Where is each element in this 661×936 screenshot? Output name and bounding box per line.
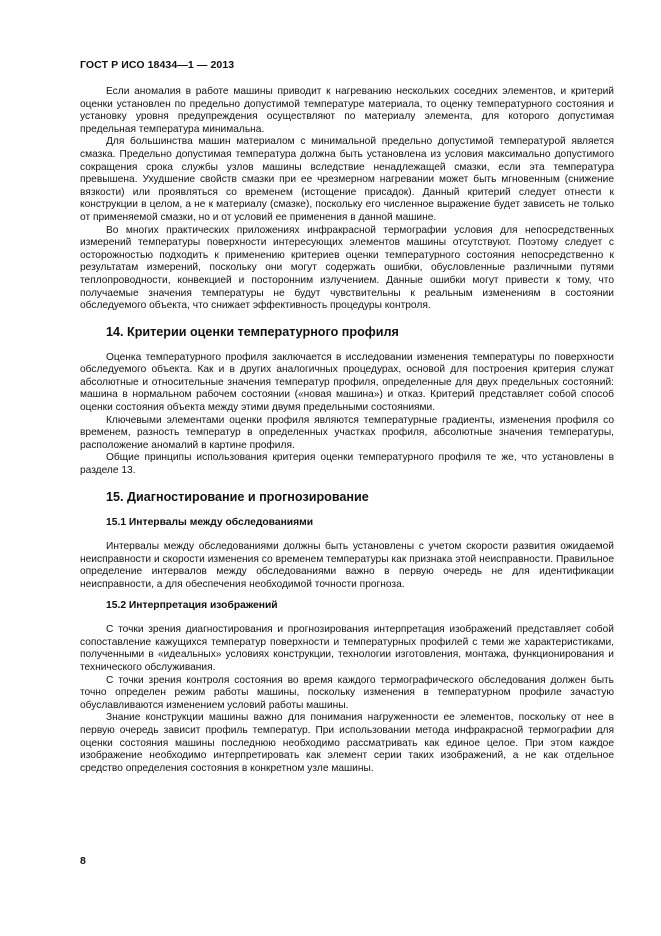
subsection-heading: 15.1 Интервалы между обследованиями bbox=[106, 516, 314, 528]
subsection-heading: 15.2 Интерпретация изображений bbox=[106, 599, 278, 611]
subsection-15-1 bbox=[80, 517, 614, 592]
paragraph: Интервалы между обследованиями должны быть установлены с учетом скорости развития ожидаемой неисправности и скорости изменения со временем температуры как признака этой неисправности. Правильное определение интервалов между обследованиями важно в первую очередь не для идентификации неисправности, а для обеспечения необходимой точности прогноза. bbox=[80, 541, 614, 590]
paragraph: Для большинства машин материалом с минимальной предельно допустимой температурой является смазка. Предельно допустимая температура должна быть установлена из условия максимально допустимого сокращения срока службы узлов машины вследствие ненадлежащей смазки, если эта температура превышена. Ухудшение свойств смазки при ее чрезмерном нагревании может быть мгновенным (снижение вязкости) или проявляться со временем (истощение присадок). Данный критерий следует отнести к конструкции в целом, а не к материалу (смазке), поскольку его численное выражение будет зависеть не только от применяемой смазки, но и от условий ее применения в данной машине. bbox=[80, 136, 614, 223]
subsection-15-2 bbox=[80, 600, 614, 776]
section-14 bbox=[80, 325, 614, 478]
intro-block bbox=[80, 86, 614, 313]
paragraph: Если аномалия в работе машины приводит к нагреванию нескольких соседних элементов, и критерий оценки установлен по предельно допустимой температуре материала, то оценку температурного состояния и установку уровня предупреждения осуществляют по материалу элемента, для которого допустимая предельная температура минимальна. bbox=[80, 86, 614, 135]
paragraph: Оценка температурного профиля заключается в исследовании изменения температуры по поверхности обследуемого объекта. Как и в других аналогичных процедурах, основой для построения критерия служат абсолютные и относительные значения температур профиля, определенные для двух предельных состояний: машина в нормальном рабочем состоянии («новая машина») и отказ. Критерий представляет собой способ оценки состояния объекта между этими двумя предельными состояниями. bbox=[80, 351, 614, 414]
paragraph: Знание конструкции машины важно для понимания нагруженности ее элементов, поскольку от нее в первую очередь зависит профиль температур. При использовании метода инфракрасной термографии для оценки состояния машины последнюю необходимо рассматривать как единое целое. При этом каждое изображение необходимо интерпретировать как элемент серии таких изображений, а не как отдельное средство определения состояния в конкретном узле машины. bbox=[80, 712, 614, 774]
document-body bbox=[80, 86, 614, 775]
paragraph: Во многих практических приложениях инфракрасной термографии условия для непосредственных измерений температуры поверхности интересующих элементов машины отсутствуют. Поэтому следует с осторожностью подходить к применению критериев оценки температурного состояния непосредственно к результатам измерений, поскольку они могут содержать ошибки, обусловленные различными путями теплопроводности, конвекцией и посторонним излучением. Данные ошибки могут привести к тому, что получаемые значения температуры не будут чувствительны к реальным изменениям в состоянии обследуемого объекта, что снижает эффективность процедуры контроля. bbox=[80, 224, 614, 312]
paragraph: Ключевыми элементами оценки профиля являются температурные градиенты, изменения профиля со временем, разность температур в определенных участках профиля, абсолютные значения температуры, расположение аномалий в картине профиля. bbox=[80, 414, 614, 451]
page-number: 8 bbox=[80, 855, 86, 867]
paragraph: Общие принципы использования критерия оценки температурного профиля те же, что установлены в разделе 13. bbox=[80, 452, 614, 477]
paragraph: С точки зрения диагностирования и прогнозирования интерпретация изображений представляет собой сопоставление кажущихся температур поверхности и температурных профилей с теми же характеристиками, полученными в «идеальных» условиях конструкции, технологии изготовления, монтажа, функционирования и технического обслуживания. bbox=[80, 624, 614, 673]
section-heading: 14. Критерии оценки температурного профиля bbox=[106, 324, 399, 339]
section-heading: 15. Диагностирование и прогнозирование bbox=[106, 489, 369, 504]
document-header: ГОСТ Р ИСО 18434—1 — 2013 bbox=[80, 59, 235, 71]
section-15 bbox=[80, 490, 614, 776]
paragraph: С точки зрения контроля состояния во время каждого термографического обследования должен быть точно определен режим работы машины, поскольку изменения в температурном профиле зачастую обуславливаются изменением условий работы машины. bbox=[80, 674, 614, 711]
